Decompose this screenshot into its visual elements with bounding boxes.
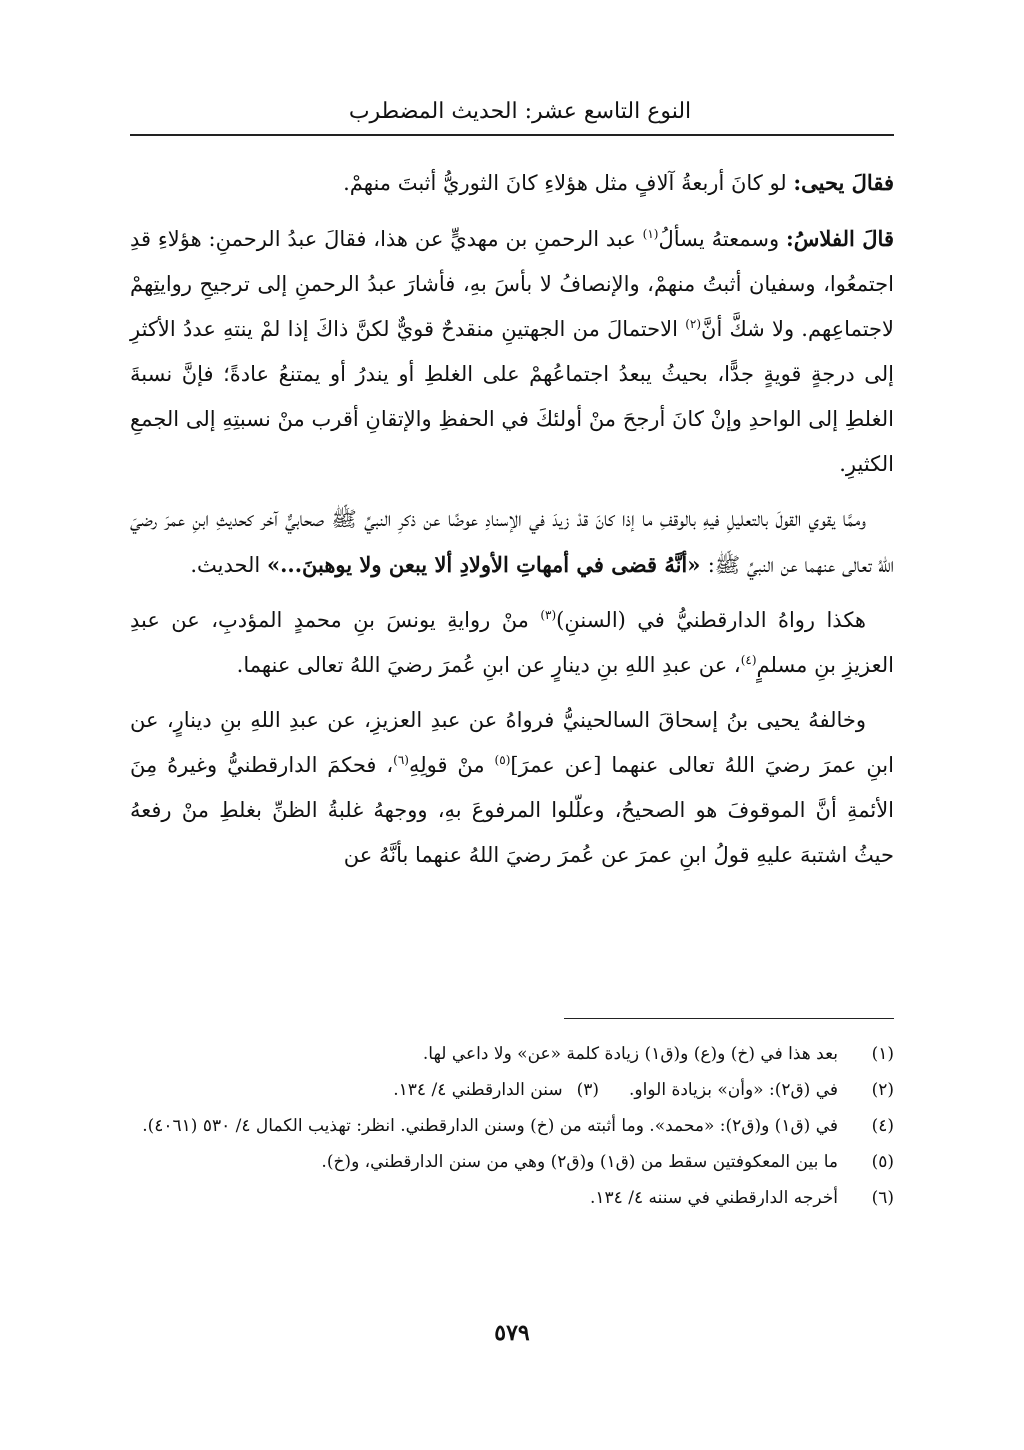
paragraph-text: الاحتمالَ من الجهتينِ منقدحٌ قويٌّ لكنَّ ذاكَ إذا لمْ ينتهِ عددُ الأكثرِ إلى درجةٍ قويةٍ جدًّا، بحيثُ يبعدُ اجتماعُهمْ على الغلطِ أو يندرُ أو يمتنعُ عادةً؛ فإنَّ نسبةَ الغلطِ إلى الواحدِ وإنْ كانَ أرجحَ منْ أولئكَ في الحفظِ والإتقانِ أقرب منْ نسبتِهِ إلى الجمعِ الكثيرِ.: [130, 317, 894, 476]
footnote-item: [130, 1180, 894, 1216]
paragraph-text: هكذا رواهُ الدارقطنيُّ في (السننِ): [556, 608, 866, 632]
paragraph-text: وخالفهُ يحيى بنُ إسحاقَ السالحينيُّ فرواهُ عن عبدِ العزيزِ، عن عبدِ اللهِ بنِ دينارٍ، عن ابنِ عمرَ رضيَ اللهُ تعالى عنهما [عن عمرَ]: [130, 708, 894, 777]
paragraph-daraqutni: [130, 598, 894, 688]
footnote-item: [130, 1108, 894, 1144]
paragraph-text: منْ روايةِ يونسَ بنِ محمدٍ المؤدبِ، عن عبدِ العزيزِ بنِ مسلمٍ: [130, 608, 894, 677]
footnote-number: (٥): [871, 1152, 894, 1172]
paragraph-text: ، فحكمَ الدارقطنيُّ وغيرهُ مِنَ الأئمةِ أنَّ الموقوفَ هو الصحيحُ، وعلّلوا المرفوعَ بهِ، ووجههُ غلبةُ الظنِّ بغلطِ منْ رفعهُ حيثُ اشتبهَ عليهِ قولُ ابنِ عمرَ عن عُمرَ رضيَ اللهُ عنهما بأنَّهُ عن: [130, 753, 894, 867]
footnote-ref[interactable]: (٥): [494, 753, 511, 767]
footnote-text-part: في (ق٢): «وأن» بزيادة الواو.: [629, 1080, 838, 1100]
header-rule: [130, 134, 894, 136]
paragraph-text: لو كانَ أربعةُ آلافٍ مثل هؤلاءِ كانَ الثوريُّ أثبتَ منهمْ.: [343, 171, 794, 195]
footnote-text: ما بين المعكوفتين سقط من (ق١) و(ق٢) وهي من سنن الدارقطني، و(خ).: [321, 1152, 838, 1172]
footnote-separator: [564, 1018, 894, 1019]
footnote-ref[interactable]: (٣): [540, 608, 557, 622]
paragraph-fallas: [130, 216, 894, 487]
paragraph-text: عبد الرحمنِ بن مهديٍّ عن هذا، فقالَ عبدُ الرحمنِ: هؤلاءِ قدِ اجتمعُوا، وسفيان أثبتُ منهمْ، والإنصافُ لا بأسَ بهِ، فأشارَ عبدُ الرحمنِ إلى ترجيحِ روايتِهمْ لاجتماعِهم. ولا شكَّ أنَّ: [130, 227, 895, 341]
paragraph-text: وممَّا يقوي القولَ بالتعليلِ فيهِ بالوقفِ ما إذا كانَ قدْ زيدَ في الإسنادِ عوضًا عن ذكرِ النبيِّ ﷺ صحابيٌّ آخر كحديثِ ابنِ عمرَ رضيَ اللهُ تعالى عنهما عن النبيِّ ﷺ:: [130, 507, 894, 577]
footnote-ref[interactable]: (٤): [740, 653, 757, 667]
footnote-number: (٤): [871, 1116, 894, 1136]
footnote-ref[interactable]: (١): [642, 227, 659, 241]
footnote-number: (١): [871, 1044, 894, 1064]
footnote-text: أخرجه الدارقطني في سننه ٤/ ١٣٤.: [590, 1188, 838, 1208]
paragraph-yahya: [130, 160, 894, 206]
paragraph-waqf: [130, 497, 894, 588]
paragraph-text: الحديث.: [190, 553, 267, 577]
footnote-item: [130, 1036, 894, 1072]
paragraph-salihini: [130, 698, 894, 878]
paragraph-text: منْ قولِهِ: [408, 753, 495, 777]
paragraph-lead: قالَ الفلاسُ:: [786, 226, 894, 251]
footnote-text: [130, 1072, 838, 1108]
paragraph-lead: فقالَ يحيى:: [793, 170, 894, 195]
footnote-ref[interactable]: (٢): [685, 317, 702, 331]
footnote-item: [130, 1072, 894, 1108]
main-text: [130, 160, 894, 888]
footnote-number: (٢): [871, 1080, 894, 1100]
running-head: النوع التاسع عشر: الحديث المضطرب: [348, 99, 692, 124]
footnote-text: في (ق١) و(ق٢): «محمد». وما أثبته من (خ) وسنن الدارقطني. انظر: تهذيب الكمال ٤/ ٥٣٠ (٤٠٦١).: [142, 1116, 838, 1136]
hadith-quote: «أنَّهُ قضى في أمهاتِ الأولادِ ألا يبعن ولا يوهبنَ...»: [266, 552, 708, 577]
footnote-text-part: سنن الدارقطني ٤/ ١٣٤.: [393, 1080, 563, 1100]
footnote-item: [130, 1144, 894, 1180]
footnote-number: (٦): [871, 1188, 894, 1208]
page-number: ٥٧٩: [494, 1320, 530, 1346]
footnote-number: (٣): [576, 1080, 600, 1100]
footnote-ref[interactable]: (٦): [393, 753, 409, 767]
footnotes: [130, 1036, 894, 1216]
footnote-text: بعد هذا في (خ) و(ع) و(ق١) زيادة كلمة «عن» ولا داعي لها.: [422, 1044, 838, 1064]
paragraph-text: وسمعتهُ يسألُ: [658, 227, 787, 251]
paragraph-text: ، عن عبدِ اللهِ بنِ دينارٍ عن ابنِ عُمرَ رضيَ اللهُ تعالى عنهما.: [236, 653, 741, 677]
